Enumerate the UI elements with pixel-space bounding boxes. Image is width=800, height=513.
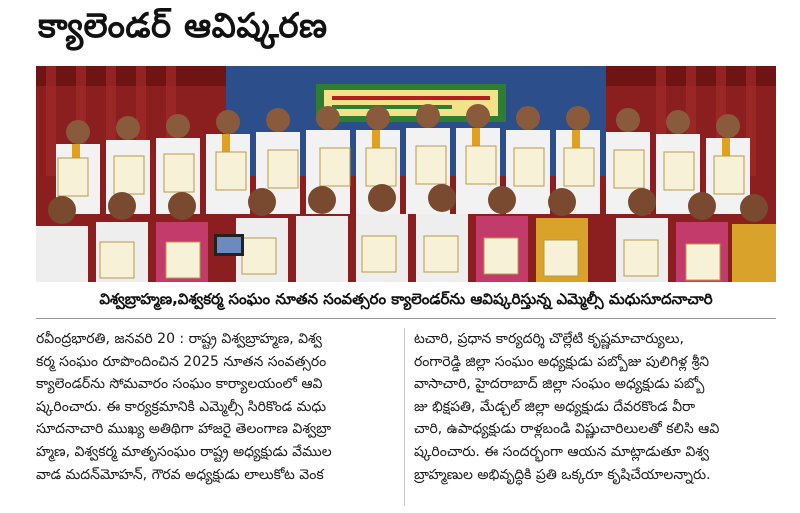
article-line: సూదనాచారి ముఖ్య అతిథిగా హాజరై తెలంగాణ విశ్వబ్రా: [36, 421, 332, 438]
headline: క్యాలెండర్ ఆవిష్కరణ: [38, 6, 328, 46]
article-line: రవీంద్రభారతి, జనవరి 20 : రాష్ట్ర విశ్వబ్రాహ్మణ, విశ్వ: [36, 331, 322, 347]
photo-illustration: [36, 66, 776, 282]
article-column-left: [36, 328, 398, 486]
article-line: చారి, ఉపాధ్యక్షుడు రాళ్లబండి విష్ణుచారిలులతో కలిసి ఆవి: [414, 421, 720, 438]
article-line: రంగారెడ్డి జిల్లా సంఘం అధ్యక్షుడు పబ్బోజు పులిగిళ్ల శ్రీని: [414, 353, 710, 370]
article-column-right: [414, 328, 776, 486]
article-line: హ్మణ, విశ్వకర్మ మాతృసంఘం రాష్ట్ర అధ్యక్షుడు వేముల: [36, 443, 332, 460]
article-line: క్యాలెండర్‌ను సోమవారం సంఘం కార్యాలయంలో ఆవి: [36, 376, 323, 393]
article-line: వాసాచారి, హైదరాబాద్ జిల్లా సంఘం అధ్యక్షుడు పబ్బో: [414, 376, 705, 393]
article-line: కర్మ సంఘం రూపొందించిన 2025 నూతన సంవత్సరం: [36, 353, 327, 370]
article-line: జు భిక్షపతి, మేడ్చల్ జిల్లా అధ్యక్షుడు దేవరకొండ వీరా: [414, 398, 696, 415]
article-line: ష్కరించారు. ఈ సందర్భంగా ఆయన మాట్లాడుతూ విశ్వ: [414, 443, 710, 460]
caption-rule: [36, 318, 776, 319]
article-line: టచారి, ప్రధాన కార్యదర్శి చొల్లేటి కృష్ణమాచార్యులు,: [414, 331, 684, 347]
article-line: ష్కరించారు. ఈ కార్యక్రమానికి ఎమ్మెల్సీ సిరికొండ మధు: [36, 398, 327, 415]
article-line: బ్రాహ్మణుల అభివృద్ధికి ప్రతి ఒక్కరూ కృషిచేయాలన్నారు.: [414, 466, 711, 483]
article-line: వాడ మదన్‌మోహన్, గౌరవ అధ్యక్షుడు లాలుకోట వెంక: [36, 466, 324, 483]
column-divider: [404, 328, 405, 506]
news-photo: [36, 66, 776, 282]
photo-caption: విశ్వబ్రాహ్మణ,విశ్వకర్మ సంఘం నూతన సంవత్సరం క్యాలెండర్‌ను ఆవిష్కరిస్తున్న ఎమ్మెల్సీ మధుసూదనాచారి: [99, 290, 713, 308]
